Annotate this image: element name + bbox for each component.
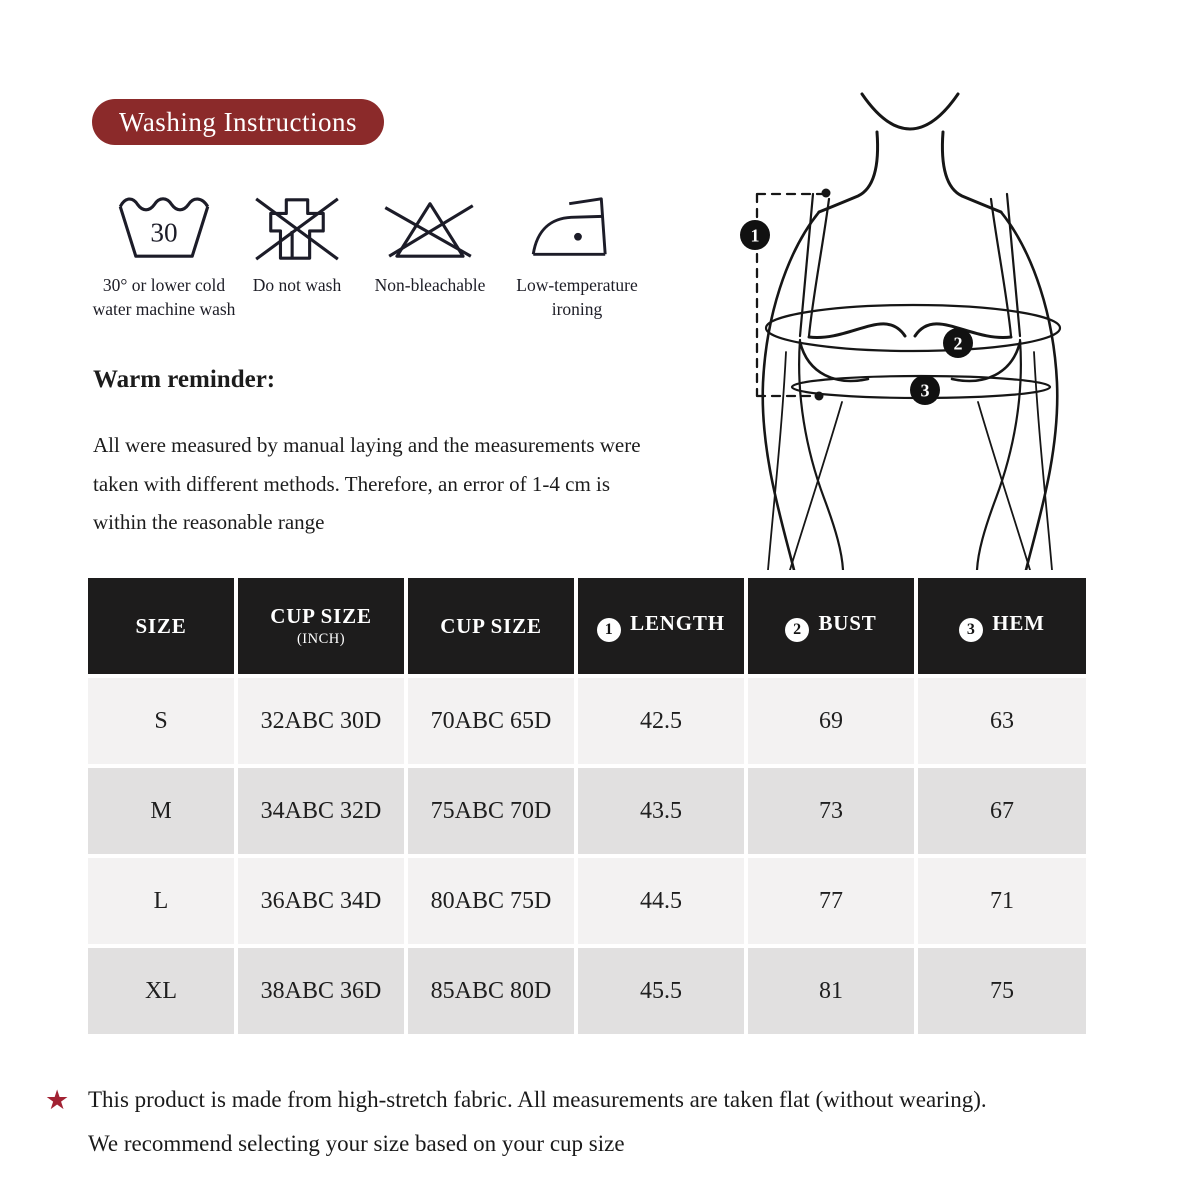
machine-wash-30-icon bbox=[114, 194, 214, 264]
svg-text:3: 3 bbox=[920, 380, 930, 401]
washing-instructions-badge: Washing Instructions bbox=[92, 99, 384, 145]
figure-marker-2 bbox=[943, 328, 973, 358]
do-not-wash-icon bbox=[247, 194, 347, 264]
care-label: 30° or lower cold water machine wash bbox=[92, 275, 236, 319]
care-item-machine-wash bbox=[89, 194, 239, 321]
table-row-s: S 32ABC 30D 70ABC 65D 42.5 69 63 bbox=[88, 678, 1086, 764]
marker-3-icon: 3 bbox=[959, 618, 983, 642]
wash-temp-value: 30 bbox=[150, 217, 178, 248]
header-length: 1 LENGTH bbox=[578, 578, 744, 674]
care-label: Do not wash bbox=[252, 275, 342, 295]
star-icon: ★ bbox=[45, 1085, 70, 1115]
svg-text:2: 2 bbox=[953, 333, 963, 354]
header-cup-size: CUP SIZE bbox=[408, 578, 574, 674]
svg-text:1: 1 bbox=[750, 225, 760, 246]
size-table bbox=[84, 574, 1090, 1038]
footnote bbox=[45, 1078, 1175, 1166]
non-bleachable-icon bbox=[380, 194, 480, 264]
care-item-do-not-wash bbox=[237, 194, 357, 297]
warm-reminder-text: All were measured by manual laying and the measurements were taken with different methods. Therefore, an error of 1-4 cm is within the reasonable range bbox=[93, 433, 641, 534]
care-label: Low-temperature ironing bbox=[516, 275, 638, 319]
low-temperature-ironing-icon bbox=[527, 194, 627, 264]
marker-2-icon: 2 bbox=[785, 618, 809, 642]
figure-marker-3 bbox=[910, 375, 940, 405]
header-bust: 2 BUST bbox=[748, 578, 914, 674]
size-table-header-row bbox=[88, 578, 1086, 674]
care-label: Non-bleachable bbox=[374, 275, 486, 295]
measurement-figure bbox=[700, 90, 1120, 570]
care-item-non-bleachable bbox=[367, 194, 493, 297]
warm-reminder-title: Warm reminder: bbox=[93, 366, 276, 393]
marker-1-icon: 1 bbox=[597, 618, 621, 642]
header-size: SIZE bbox=[88, 578, 234, 674]
footnote-text: This product is made from high-stretch fabric. All measurements are taken flat (without wearing). We recommend selecting your size based on your cup size bbox=[88, 1087, 987, 1156]
table-row-xl: XL 38ABC 36D 85ABC 80D 45.5 81 75 bbox=[88, 948, 1086, 1034]
header-cup-size-inch: CUP SIZE (INCH) bbox=[238, 578, 404, 674]
table-row-l: L 36ABC 34D 80ABC 75D 44.5 77 71 bbox=[88, 858, 1086, 944]
care-item-low-temp-ironing bbox=[497, 194, 657, 321]
table-row-m: M 34ABC 32D 75ABC 70D 43.5 73 67 bbox=[88, 768, 1086, 854]
figure-marker-1 bbox=[740, 220, 770, 250]
header-hem: 3 HEM bbox=[918, 578, 1086, 674]
